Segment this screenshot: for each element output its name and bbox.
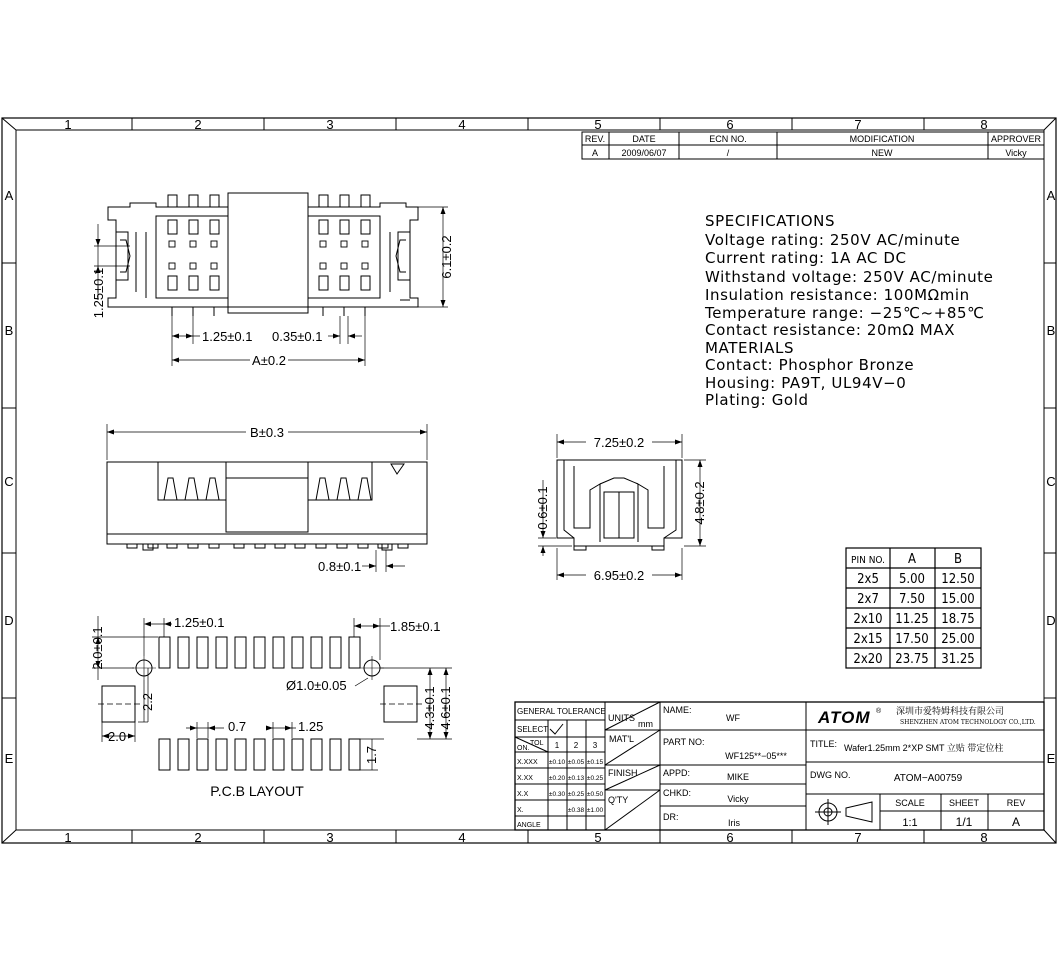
dim-7-25: 7.25±0.2 xyxy=(593,435,645,450)
zone-number: 4 xyxy=(458,830,466,845)
dim-1-25: 1.25±0.1 xyxy=(202,329,253,344)
title-label: TITLE: xyxy=(810,739,838,749)
pcb-labels xyxy=(90,615,453,799)
pcb-dim-1-25: 1.25±0.1 xyxy=(174,615,225,630)
pin-cell: 5.00 xyxy=(898,572,926,587)
dwg-no-value: ATOM−A00759 xyxy=(893,773,963,784)
ecn-header: ECN NO. xyxy=(709,134,747,144)
zone-letter: A xyxy=(4,188,14,203)
pcb-hole-diameter: Ø1.0±0.05 xyxy=(286,678,347,693)
tol-value: ±0.30 xyxy=(548,791,566,798)
tol-value: ±0.15 xyxy=(586,759,604,766)
zone-number: 1 xyxy=(64,117,72,132)
dim-6-95: 6.95±0.2 xyxy=(593,568,645,583)
approver-header: APPROVER xyxy=(990,134,1042,144)
spec-line: Temperature range: −25℃~+85℃ xyxy=(705,304,985,322)
units-label: UNITS xyxy=(608,713,635,723)
material-line: Housing: PA9T, UL94V−0 xyxy=(705,374,907,392)
dim-0-35: 0.35±0.1 xyxy=(272,329,323,344)
general-tolerance-label: GENERAL TOLERANCE xyxy=(517,707,606,716)
top-view xyxy=(94,193,448,366)
dim-6-1: 6.1±0.2 xyxy=(439,235,454,279)
tol-value: ±0.38 xyxy=(567,807,585,814)
material-line: Plating: Gold xyxy=(705,391,809,409)
rev-value: A xyxy=(1011,815,1021,829)
pin-cell: 25.00 xyxy=(941,632,975,647)
dim-0-8: 0.8±0.1 xyxy=(318,559,362,574)
zone-number: 2 xyxy=(194,830,202,845)
title-value: Wafer1.25mm 2*XP SMT 立贴 带定位柱 xyxy=(844,743,1004,753)
dr-value: Iris xyxy=(728,818,740,828)
zone-number: 3 xyxy=(326,830,334,845)
rev-value: A xyxy=(591,148,599,158)
pin-cell: 2x5 xyxy=(857,572,879,587)
pcb-dim-4-6: 4.6±0.1 xyxy=(438,686,453,730)
tol-row-label: X.XX xyxy=(517,775,533,782)
front-view xyxy=(107,424,427,572)
finish-label: FINISH xyxy=(608,768,638,778)
zone-number: 8 xyxy=(980,117,988,132)
spec-line: Contact resistance: 20mΩ MAX xyxy=(705,321,956,339)
zone-number: 7 xyxy=(854,117,862,132)
appd-label: APPD: xyxy=(663,768,691,778)
pin-cell: 31.25 xyxy=(941,652,975,667)
spec-line: Voltage rating: 250V AC/minute xyxy=(705,231,961,249)
pin-cell: 11.25 xyxy=(895,612,929,627)
materials-heading: MATERIALS xyxy=(705,339,795,357)
name-label: NAME: xyxy=(663,705,692,715)
part-no-value: WF125**−05*** xyxy=(725,751,787,761)
spec-line: Current rating: 1A AC DC xyxy=(705,249,907,267)
appd-value: MIKE xyxy=(726,772,750,782)
pin-cell: 18.75 xyxy=(941,612,975,627)
pin-no-header: PIN NO. xyxy=(851,555,885,566)
pcb-dim-1-25: 1.25 xyxy=(298,719,324,734)
part-no-label: PART NO: xyxy=(663,737,705,747)
pin-cell: 7.50 xyxy=(898,592,926,607)
zone-number: 1 xyxy=(64,830,72,845)
tol-col: 3 xyxy=(592,741,598,750)
dr-label: DR: xyxy=(663,812,679,822)
tol-value: ±0.05 xyxy=(567,759,585,766)
zone-number: 6 xyxy=(726,117,734,132)
tol-value: ±0.50 xyxy=(586,791,604,798)
approver-value: Vicky xyxy=(1005,148,1027,158)
pcb-dim-2-0: 2.0 xyxy=(108,729,127,744)
dim-4-8: 4.8±0.2 xyxy=(692,481,707,525)
pin-cell: 2x7 xyxy=(857,592,879,607)
matl-label: MAT'L xyxy=(609,734,635,744)
title-block xyxy=(515,702,1044,830)
pcb-dim-2-2: 2.2 xyxy=(140,692,155,712)
tol-col: 2 xyxy=(573,741,579,750)
pcb-dim-0-7: 0.7 xyxy=(228,719,247,734)
tol-row-label: X.XXX xyxy=(517,759,538,766)
zone-labels xyxy=(4,117,1055,845)
zone-number: 2 xyxy=(194,117,202,132)
tol-row-label: X.X xyxy=(517,791,529,798)
zone-letter: C xyxy=(4,474,14,489)
rev-label: REV xyxy=(1006,798,1026,808)
units-value: mm xyxy=(638,719,653,729)
tol-value: ±0.10 xyxy=(548,759,566,766)
pin-cell: 2x10 xyxy=(853,612,883,627)
company-name-cn: 深圳市爱特姆科技有限公司 xyxy=(896,707,1005,717)
pin-cell: 2x20 xyxy=(853,652,883,667)
top-view-arrows xyxy=(96,207,446,363)
on-label: ON. xyxy=(517,745,530,752)
sheet-label: SHEET xyxy=(948,798,980,808)
zone-letter: E xyxy=(4,751,14,766)
rev-header: REV. xyxy=(584,134,606,144)
tol-value: ±0.20 xyxy=(548,775,566,782)
drawing-frame xyxy=(2,118,1056,843)
zone-letter: B xyxy=(1046,323,1056,338)
dim-b: B±0.3 xyxy=(250,425,284,440)
side-view-labels xyxy=(535,435,707,583)
zone-number: 8 xyxy=(980,830,988,845)
zone-letter: A xyxy=(1046,188,1056,203)
dim-0-6: 0.6±0.1 xyxy=(535,486,550,530)
date-value: 2009/06/07 xyxy=(621,148,667,158)
zone-letter: E xyxy=(1046,751,1056,766)
qty-label: Q'TY xyxy=(608,795,629,805)
tol-value: ±0.25 xyxy=(567,791,585,798)
dwg-no-label: DWG NO. xyxy=(810,770,851,780)
projection-symbol-icon xyxy=(815,799,872,825)
pcb-dim-4-3: 4.3±0.1 xyxy=(422,686,437,730)
zone-number: 6 xyxy=(726,830,734,845)
tol-value: ±1.00 xyxy=(586,807,604,814)
chkd-value: Vicky xyxy=(727,794,749,804)
zone-number: 7 xyxy=(854,830,862,845)
dim-1-25-vertical: 1.25±0.1 xyxy=(91,267,106,319)
pcb-dim-2-0-vertical: 2.0±0.1 xyxy=(90,626,105,670)
specifications-block xyxy=(704,212,994,409)
specifications-heading: SPECIFICATIONS xyxy=(705,212,836,230)
company-name-en: SHENZHEN ATOM TECHNOLOGY CO.,LTD. xyxy=(900,719,1036,726)
tol-label: TOL xyxy=(530,740,544,747)
a-header: A xyxy=(908,552,916,567)
pcb-dim-1-85: 1.85±0.1 xyxy=(390,619,441,634)
b-header: B xyxy=(953,552,963,567)
zone-letter: B xyxy=(4,323,14,338)
scale-value: 1:1 xyxy=(902,817,918,829)
spec-line: Withstand voltage: 250V AC/minute xyxy=(705,268,994,286)
date-header: DATE xyxy=(632,134,656,144)
scale-label: SCALE xyxy=(895,798,925,808)
company-logo: ATOM xyxy=(818,708,871,727)
pin-table xyxy=(846,548,981,668)
zone-letter: C xyxy=(1046,474,1056,489)
tol-row-label: X. xyxy=(517,807,524,814)
zone-letter: D xyxy=(4,613,14,628)
select-label: SELECT xyxy=(517,725,549,734)
pin-cell: 15.00 xyxy=(941,592,975,607)
modification-header: MODIFICATION xyxy=(849,134,915,144)
spec-line: Insulation resistance: 100MΩmin xyxy=(705,286,970,304)
tol-col: 1 xyxy=(554,741,560,750)
ecn-value: / xyxy=(726,148,730,158)
pin-cell: 23.75 xyxy=(895,652,929,667)
side-view xyxy=(538,434,706,580)
pcb-dim-1-7: 1.7 xyxy=(364,745,379,765)
revision-table xyxy=(582,132,1044,159)
zone-number: 3 xyxy=(326,117,334,132)
zone-number: 5 xyxy=(594,117,602,132)
pin-cell: 12.50 xyxy=(941,572,975,587)
pin-cell: 2x15 xyxy=(853,632,883,647)
tol-value: ±0.25 xyxy=(586,775,604,782)
sheet-value: 1/1 xyxy=(955,815,973,829)
pin-cell: 17.50 xyxy=(895,632,929,647)
registered-mark: ® xyxy=(876,708,882,715)
name-value: WF xyxy=(726,713,740,723)
chkd-label: CHKD: xyxy=(663,788,692,798)
tol-row-label: ANGLE xyxy=(517,822,541,829)
pcb-layout-label: P.C.B LAYOUT xyxy=(210,783,304,799)
zone-number: 5 xyxy=(594,830,602,845)
zone-letter: D xyxy=(1046,613,1056,628)
top-view-labels xyxy=(91,235,454,368)
material-line: Contact: Phosphor Bronze xyxy=(705,356,915,374)
modification-value: NEW xyxy=(871,148,893,158)
tol-value: ±0.13 xyxy=(567,775,585,782)
zone-number: 4 xyxy=(458,117,466,132)
dim-a: A±0.2 xyxy=(252,353,286,368)
